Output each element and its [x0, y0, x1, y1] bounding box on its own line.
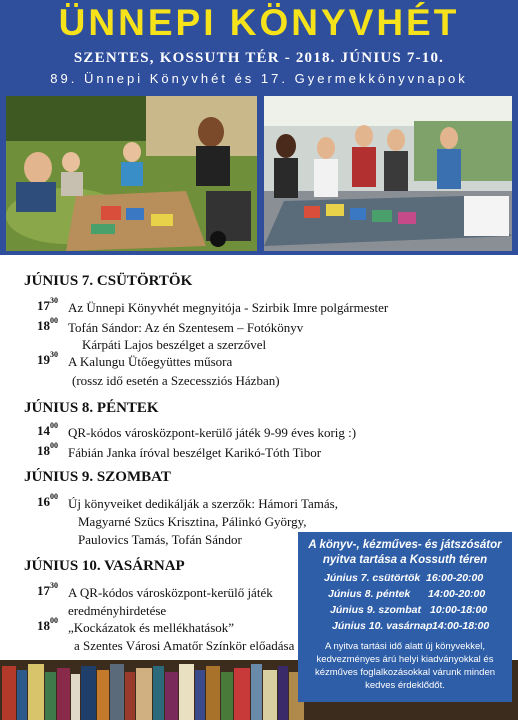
day-heading-sunday: JÚNIUS 10. VASÁRNAP — [24, 558, 185, 574]
opening-hours-note: A nyitva tartási idő alatt új könyvekkel, kedvezményes árú helyi kiadványokkal és kézműves foglalkozásokkal várunk minden kedves érdeklődőt. — [314, 641, 496, 691]
header-banner — [0, 0, 518, 92]
event-text: a Szentes Városi Amatőr Színkör előadása — [74, 638, 295, 653]
photo-book-stall — [264, 96, 512, 251]
day-heading-thursday: JÚNIUS 7. CSÜTÖRTÖK — [24, 273, 193, 289]
event-text: A Kalungu Ütőegyüttes műsora — [68, 354, 233, 369]
hours-day: Június 9. szombat — [330, 604, 422, 616]
event-text: Az Ünnepi Könyvhét megnyitója - Szirbik Imre polgármester — [68, 300, 389, 315]
page-title: ÜNNEPI KÖNYVHÉT — [58, 2, 460, 43]
hours-day: Június 10. vasárnap — [332, 620, 433, 632]
day-heading-saturday: JÚNIUS 9. SZOMBAT — [24, 469, 171, 485]
event-time: $18^{00}$ — [37, 616, 58, 633]
event-text: Magyarné Szücs Krisztina, Pálinkó György, — [78, 514, 307, 529]
hours-time: 16:00-20:00 — [426, 572, 484, 584]
event-time: $17^{30}$ — [37, 581, 58, 598]
hours-time: 14:00-18:00 — [432, 620, 490, 632]
event-time: $14^{00}$ — [37, 421, 58, 438]
event-time: $19^{30}$ — [37, 350, 58, 367]
event-text: Fábián Janka íróval beszélget Karikó-Tóth Tibor — [68, 445, 322, 460]
hours-time: 14:00-20:00 — [428, 588, 486, 600]
event-text: Tofán Sándor: Az én Szentesem – Fotókönyv — [68, 320, 304, 335]
opening-hours-heading-line2: nyitva tartása a Kossuth téren — [322, 554, 488, 566]
event-text: (rossz idő esetén a Szecessziós Házban) — [72, 373, 280, 388]
opening-hours-box — [298, 532, 512, 702]
opening-hours-heading-line1: A könyv-, kézműves- és játszósátor — [308, 539, 502, 551]
photo-strip — [0, 92, 518, 255]
event-text: „Kockázatok és mellékhatások” — [68, 620, 235, 635]
day-heading-friday: JÚNIUS 8. PÉNTEK — [24, 400, 159, 416]
event-tagline: 89. Ünnepi Könyvhét és 17. Gyermekkönyvnapok — [50, 71, 468, 86]
event-text: Paulovics Tamás, Tofán Sándor — [78, 532, 242, 547]
hours-time: 10:00-18:00 — [430, 604, 488, 616]
event-text: eredményhirdetése — [68, 603, 167, 618]
hours-day: Június 7. csütörtök — [324, 572, 421, 584]
event-text: Új könyveiket dedikálják a szerzők: Hámori Tamás, — [68, 496, 338, 511]
event-text: QR-kódos városközpont-kerülő játék 9-99 éves korig :) — [68, 425, 357, 440]
event-time: $16^{00}$ — [37, 492, 58, 509]
hours-day: Június 8. péntek — [328, 588, 411, 600]
event-location-date: SZENTES, KOSSUTH TÉR - 2018. JÚNIUS 7-10. — [73, 50, 445, 66]
event-time: $18^{00}$ — [37, 441, 58, 458]
event-text: A QR-kódos városközpont-kerülő játék — [68, 585, 273, 600]
photo-children-reading — [6, 96, 257, 251]
event-time: $18^{00}$ — [37, 316, 58, 333]
event-text: Kárpáti Lajos beszélget a szerzővel — [82, 337, 267, 352]
event-time: $17^{30}$ — [37, 296, 58, 313]
opening-hours-heading — [298, 538, 512, 568]
